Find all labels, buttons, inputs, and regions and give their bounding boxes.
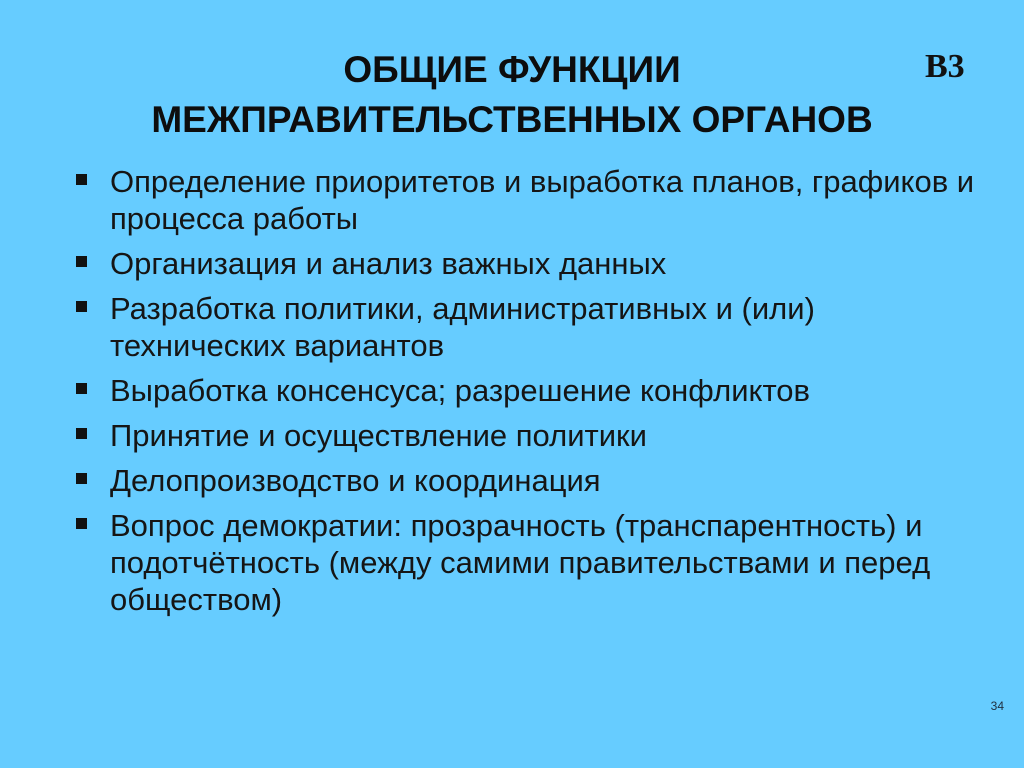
- square-bullet-icon: [76, 174, 87, 185]
- slide-title-line-2: МЕЖПРАВИТЕЛЬСТВЕННЫХ ОРГАНОВ: [151, 99, 873, 140]
- square-bullet-icon: [76, 256, 87, 267]
- bullet-list: [70, 163, 990, 626]
- square-bullet-icon: [76, 428, 87, 439]
- bullet-item-coordination: [70, 462, 990, 499]
- bullet-text: Вопрос демократии: прозрачность (транспарентность) и подотчётность (между самими правительствами и перед обществом): [110, 508, 931, 617]
- square-bullet-icon: [76, 518, 87, 529]
- square-bullet-icon: [76, 383, 87, 394]
- bullet-text: Определение приоритетов и выработка планов, графиков и процесса работы: [110, 164, 975, 236]
- bullet-item-priorities: [70, 163, 990, 237]
- bullet-text: Принятие и осуществление политики: [110, 418, 647, 453]
- bullet-text: Выработка консенсуса; разрешение конфликтов: [110, 373, 810, 408]
- bullet-item-democracy: [70, 507, 990, 618]
- section-tag: B3: [925, 48, 965, 85]
- square-bullet-icon: [76, 301, 87, 312]
- bullet-item-policy-development: [70, 290, 990, 364]
- bullet-text: Разработка политики, административных и (или) технических вариантов: [110, 291, 815, 363]
- slide-title: [30, 45, 994, 145]
- bullet-text: Организация и анализ важных данных: [110, 246, 667, 281]
- bullet-item-data-analysis: [70, 245, 990, 282]
- bullet-text: Делопроизводство и координация: [110, 463, 601, 498]
- slide-number: 34: [990, 699, 1004, 713]
- bullet-item-consensus: [70, 372, 990, 409]
- square-bullet-icon: [76, 473, 87, 484]
- bullet-item-policy-implementation: [70, 417, 990, 454]
- slide-title-line-1: ОБЩИЕ ФУНКЦИИ: [343, 49, 681, 90]
